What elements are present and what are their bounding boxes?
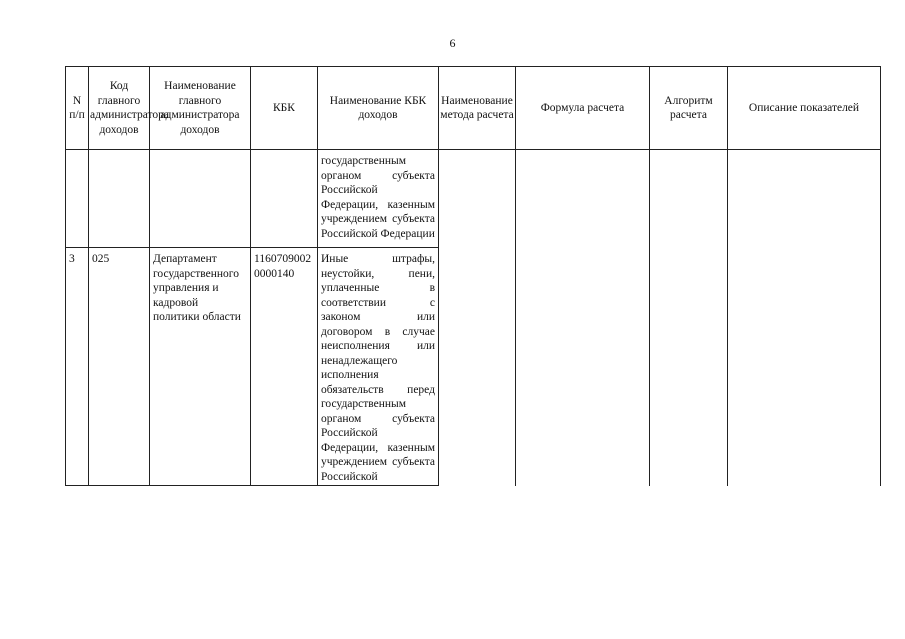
header-admin-code: Код главного администратора доходов: [89, 67, 150, 150]
cell-kbk-name: Иные штрафы, неустойки, пени, уплаченные в соответствии с законом или договором в случае неисполнения или ненадлежащего исполнения обязательств перед государственным органом субъекта Российской Федерации, казенным учреждением субъекта Российской: [318, 248, 439, 486]
cell-admin-name: [150, 150, 251, 248]
cell-formula: [516, 150, 650, 248]
cell-kbk-name: государственным органом субъекта Российской Федерации, казенным учреждением субъекта Российской Федерации: [318, 150, 439, 248]
page-number: 6: [449, 36, 456, 50]
header-num: N п/п: [66, 67, 89, 150]
cell-method-name: [439, 150, 516, 248]
cell-admin-code: 025: [89, 248, 150, 486]
cell-algorithm: [650, 150, 728, 248]
header-method-name: Наименование метода расчета: [439, 67, 516, 150]
revenue-forecast-table: [65, 66, 881, 486]
cell-description: [728, 150, 881, 248]
header-formula: Формула расчета: [516, 67, 650, 150]
cell-algorithm: [650, 248, 728, 486]
header-description: Описание показателей: [728, 67, 881, 150]
cell-description: [728, 248, 881, 486]
header-kbk-name: Наименование КБК доходов: [318, 67, 439, 150]
header-algorithm: Алгоритм расчета: [650, 67, 728, 150]
table-row: [66, 248, 881, 486]
cell-kbk: [251, 150, 318, 248]
table-header-row: [66, 67, 881, 150]
cell-admin-name: Департамент государственного управления и кадровой политики области: [150, 248, 251, 486]
cell-admin-code: [89, 150, 150, 248]
cell-method-name: [439, 248, 516, 486]
cell-num: 3: [66, 248, 89, 486]
header-kbk: КБК: [251, 67, 318, 150]
cell-formula: [516, 248, 650, 486]
header-admin-name: Наименование главного администратора доходов: [150, 67, 251, 150]
cell-num: [66, 150, 89, 248]
table-row: [66, 150, 881, 248]
cell-kbk: 11607090020000140: [251, 248, 318, 486]
